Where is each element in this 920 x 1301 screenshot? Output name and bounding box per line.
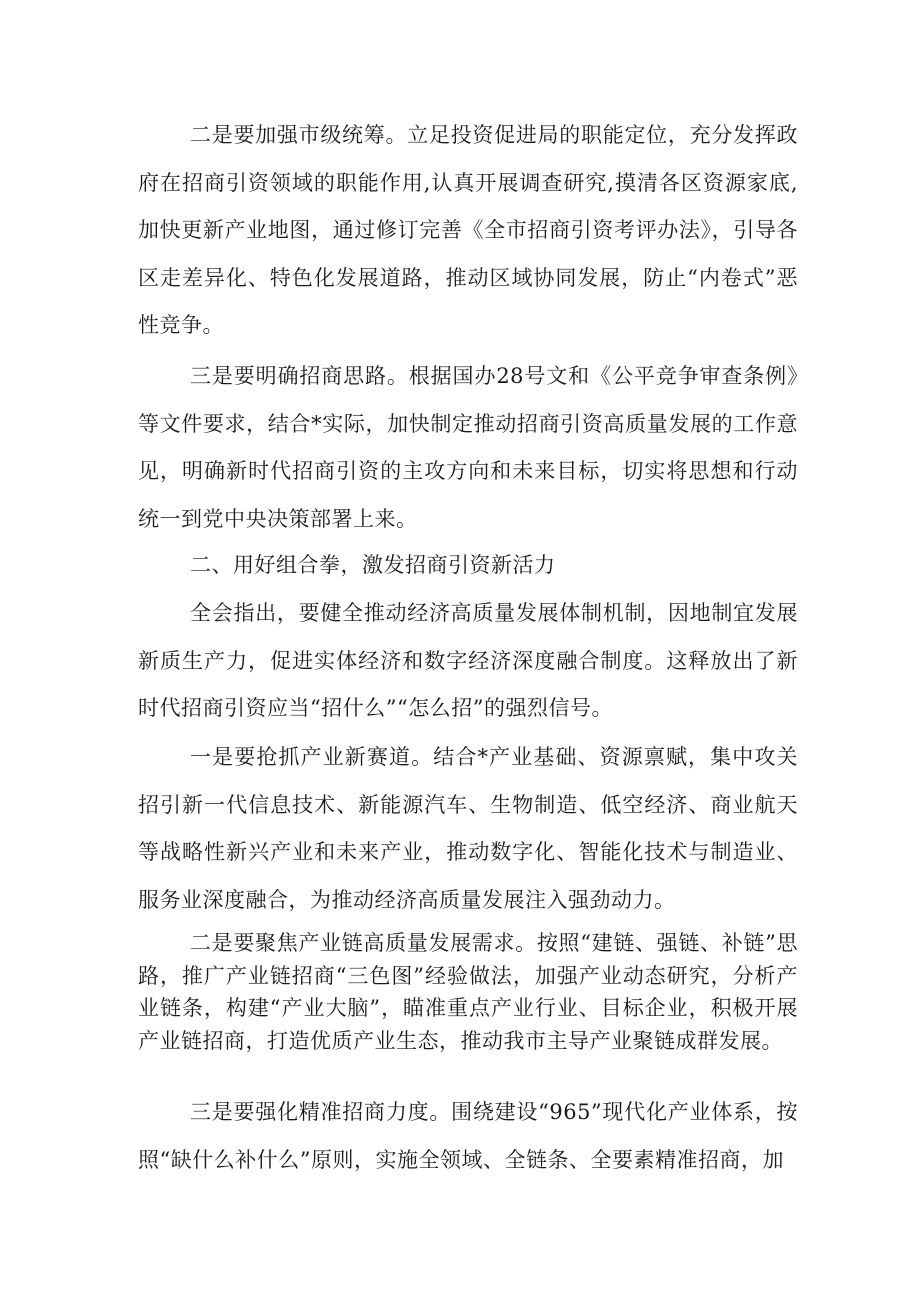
paragraph-plenary-session: 全会指出，要健全推动经济高质量发展体制机制，因地制宜发展新质生产力，促进实体经济和数字经济深度融合制度。这释放出了新时代招商引资应当“招什么”“怎么招”的强烈信号。 bbox=[138, 601, 798, 720]
paragraph-industry-chain: 二是要聚焦产业链高质量发展需求。按照“建链、强链、补链”思路，推广产业链招商“三色图”经验做法，加强产业动态研究，分析产业链条，构建“产业大脑”，瞄准重点产业行业、目标企业，积极开展产业链招商，打造优质产业生态，推动我市主导产业聚链成群发展。 bbox=[138, 931, 798, 1053]
section-heading: 二、用好组合拳，激发招商引资新活力 bbox=[190, 553, 556, 577]
paragraph-new-industries: 一是要抢抓产业新赛道。结合*产业基础、资源禀赋，集中攻关招引新一代信息技术、新能源汽车、生物制造、低空经济、商业航天等战略性新兴产业和未来产业，推动数字化、智能化技术与制造业、服务业深度融合，为推动经济高质量发展注入强劲动力。 bbox=[138, 745, 798, 912]
paragraph-precise-investment: 三是要强化精准招商力度。围绕建设“965”现代化产业体系，按照“缺什么补什么”原则，实施全领域、全链条、全要素精准招商，加 bbox=[138, 1100, 798, 1172]
paragraph-investment-approach: 三是要明确招商思路。根据国办28号文和《公平竞争审查条例》等文件要求，结合*实际，加快制定推动招商引资高质量发展的工作意见，明确新时代招商引资的主攻方向和未来目标，切实将思想和行动统一到党中央决策部署上来。 bbox=[138, 364, 798, 531]
paragraph-city-coordination: 二是要加强市级统筹。立足投资促进局的职能定位，充分发挥政府在招商引资领域的职能作用,认真开展调查研究,摸清各区资源家底,加快更新产业地图，通过修订完善《全市招商引资考评办法》，引导各区走差异化、特色化发展道路，推动区域协同发展，防止“内卷式”恶性竞争。 bbox=[138, 123, 798, 337]
